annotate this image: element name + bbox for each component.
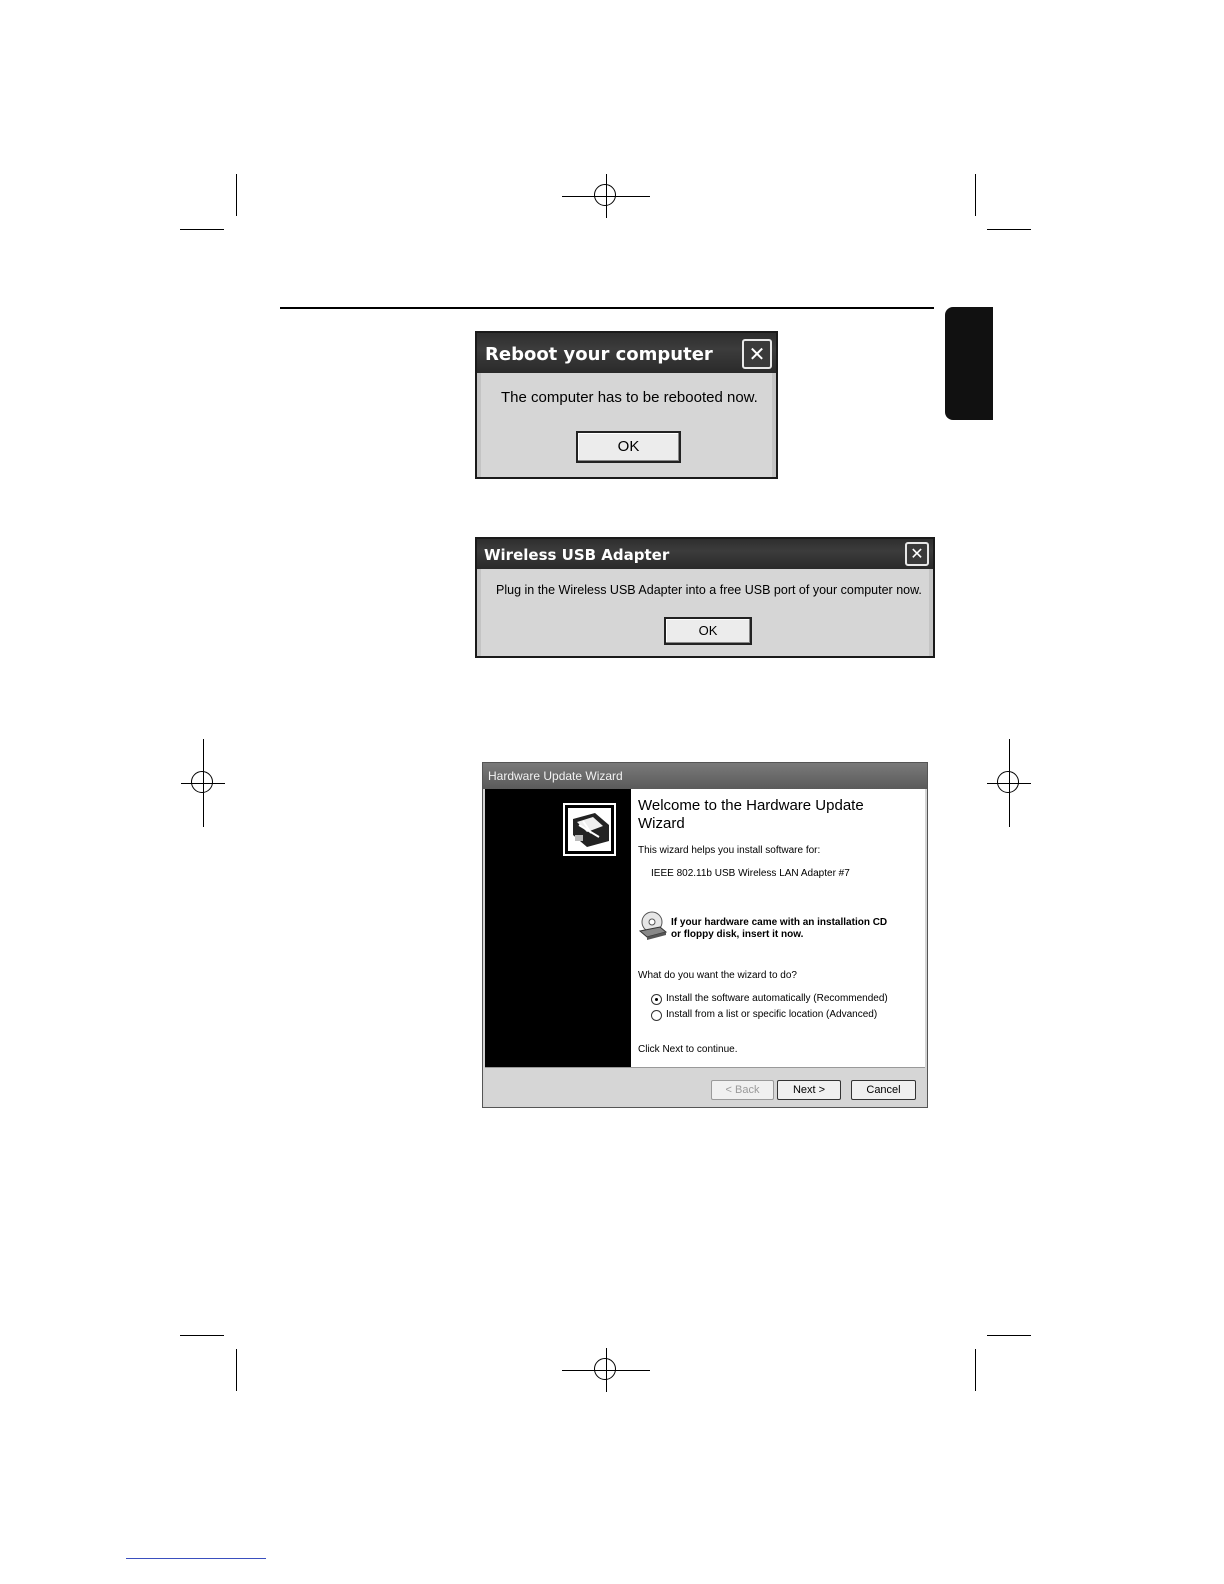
close-icon[interactable]: ✕ <box>742 339 772 369</box>
cancel-button[interactable]: Cancel <box>851 1080 916 1100</box>
wizard-title: Hardware Update Wizard <box>488 769 623 783</box>
usb-message: Plug in the Wireless USB Adapter into a free USB port of your computer now. <box>496 583 922 597</box>
device-name: IEEE 802.11b USB Wireless LAN Adapter #7 <box>651 868 850 879</box>
reboot-dialog-titlebar <box>477 333 776 373</box>
usb-dialog-titlebar <box>477 539 933 569</box>
option-advanced-label: Install from a list or specific location (Advanced) <box>666 1009 878 1020</box>
reboot-message: The computer has to be rebooted now. <box>501 389 758 406</box>
reboot-dialog-body <box>477 373 776 477</box>
radio-advanced[interactable] <box>651 1010 662 1021</box>
language-side-tab <box>945 307 993 420</box>
close-icon[interactable]: ✕ <box>905 542 929 566</box>
cd-drive-icon <box>638 911 668 941</box>
wizard-content <box>631 789 925 1067</box>
reboot-dialog-title: Reboot your computer <box>485 344 713 365</box>
wizard-titlebar <box>483 763 927 789</box>
usb-dialog-title: Wireless USB Adapter <box>484 546 670 564</box>
cd-note-line2: or floppy disk, insert it now. <box>671 929 804 940</box>
continue-text: Click Next to continue. <box>638 1044 738 1055</box>
ok-button[interactable]: OK <box>576 431 681 463</box>
back-button[interactable]: < Back <box>711 1080 774 1100</box>
cd-note-line1: If your hardware came with an installation CD <box>671 917 888 928</box>
ok-button[interactable]: OK <box>664 617 752 645</box>
wizard-footer <box>485 1067 925 1105</box>
wizard-question: What do you want the wizard to do? <box>638 970 797 981</box>
usb-dialog-body <box>477 569 933 656</box>
wizard-side-panel <box>485 789 631 1067</box>
radio-automatic[interactable] <box>651 994 662 1005</box>
usb-adapter-dialog <box>475 537 935 658</box>
next-button[interactable]: Next > <box>777 1080 841 1100</box>
reboot-dialog <box>475 331 778 479</box>
page-header-rule <box>280 307 934 309</box>
wizard-intro: This wizard helps you install software for: <box>638 845 821 856</box>
option-automatic-label: Install the software automatically (Recommended) <box>666 993 888 1004</box>
hardware-update-wizard <box>482 762 928 1108</box>
wizard-heading: Welcome to the Hardware Update Wizard <box>638 797 864 832</box>
hardware-wizard-icon <box>563 803 616 856</box>
option-automatic[interactable] <box>651 993 891 1007</box>
option-advanced[interactable] <box>651 1009 891 1023</box>
